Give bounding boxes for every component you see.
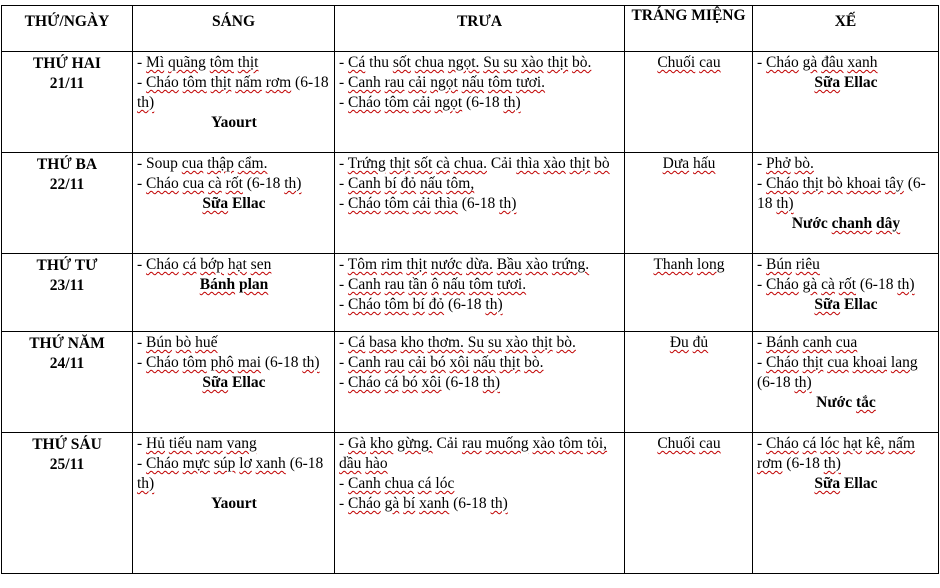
dessert-item: Dưa hấu <box>662 155 716 172</box>
lunch-dish: - Cháo tôm cải ngọt (6-18 th) <box>339 94 521 111</box>
header-day: THỨ/NGÀY <box>2 6 133 52</box>
header-afternoon: XẾ <box>753 6 939 52</box>
morning-dish: - Cháo tôm phô mai (6-18 th) <box>137 354 320 371</box>
afternoon-drink: Nước tắc <box>816 394 876 411</box>
lunch-cell <box>335 52 625 153</box>
afternoon-dish: - Cháo cá lóc hạt kê, nấm rơm (6-18 th) <box>757 435 915 472</box>
day-date: 21/11 <box>49 75 85 92</box>
morning-cell <box>133 332 335 433</box>
lunch-dish: - Cháo tôm bí đỏ (6-18 th) <box>339 296 503 313</box>
morning-dish: - Mì quãng tôm thịt <box>137 54 259 71</box>
day-date: 25/11 <box>49 456 85 473</box>
lunch-dish: - Cháo gà bí xanh (6-18 th) <box>339 495 508 512</box>
header-dessert: TRÁNG MIỆNG <box>625 6 753 52</box>
dessert-cell <box>625 52 753 153</box>
menu-row <box>2 153 939 254</box>
afternoon-dish: - Cháo gà đâu xanh <box>757 54 878 71</box>
dessert-item: Đu đủ <box>669 334 709 351</box>
menu-row <box>2 332 939 433</box>
day-cell <box>2 254 133 332</box>
menu-row <box>2 433 939 574</box>
afternoon-drink: Sữa Ellac <box>814 296 878 313</box>
day-name: THỨ NĂM <box>29 335 105 352</box>
afternoon-cell <box>753 254 939 332</box>
lunch-dish: - Canh bí đỏ nấu tôm, <box>339 175 475 192</box>
lunch-dish: - Tôm rim thịt nước dừa. Bầu xào trứng. <box>339 256 590 273</box>
morning-dish: - Bún bò huế <box>137 334 218 351</box>
lunch-dish: - Canh rau tần ô nấu tôm tươi. <box>339 276 527 293</box>
afternoon-dish: - Cháo gà cà rốt (6-18 th) <box>757 276 915 293</box>
day-date: 24/11 <box>49 355 85 372</box>
morning-cell <box>133 52 335 153</box>
morning-dish: - Cháo mực súp lơ xanh (6-18 th) <box>137 455 324 492</box>
afternoon-cell <box>753 433 939 574</box>
lunch-cell <box>335 332 625 433</box>
morning-drink: Yaourt <box>211 114 257 131</box>
menu-body <box>2 52 939 574</box>
morning-drink: Sữa Ellac <box>202 195 266 212</box>
lunch-dish: - Gà kho gừng. Cải rau muống xào tôm tỏi, dầu hào <box>339 435 608 472</box>
dessert-cell <box>625 153 753 254</box>
morning-cell <box>133 433 335 574</box>
lunch-dish: - Cá basa kho thơm. Su su xào thịt bò. <box>339 334 576 351</box>
day-name: THỨ TƯ <box>36 257 98 274</box>
morning-drink: Yaourt <box>211 495 257 512</box>
day-name: THỨ BA <box>36 156 98 173</box>
day-cell <box>2 332 133 433</box>
morning-drink: Sữa Ellac <box>202 374 266 391</box>
morning-dish: - Soup cua thập cẩm. <box>137 155 268 172</box>
afternoon-cell <box>753 52 939 153</box>
afternoon-drink: Sữa Ellac <box>814 74 878 91</box>
lunch-dish: - Cháo tôm cải thìa (6-18 th) <box>339 195 517 212</box>
morning-dish: - Hủ tiếu nam vang <box>137 435 257 452</box>
morning-dish: - Cháo cá bớp hạt sen <box>137 256 272 273</box>
header-morning: SÁNG <box>133 6 335 52</box>
lunch-dish: - Canh rau cải bó xôi nấu thịt bò. <box>339 354 544 371</box>
lunch-cell <box>335 254 625 332</box>
lunch-cell <box>335 433 625 574</box>
morning-drink: Bánh plan <box>199 276 269 293</box>
afternoon-drink: Sữa Ellac <box>814 475 878 492</box>
afternoon-cell <box>753 153 939 254</box>
afternoon-drink: Nước chanh dây <box>791 215 901 232</box>
lunch-dish: - Cá thu sốt chua ngọt. Su su xào thịt bò. <box>339 54 592 71</box>
weekly-menu-table <box>1 5 939 574</box>
lunch-dish: - Trứng thịt sốt cà chua. Cải thìa xào thịt bò <box>339 155 610 172</box>
afternoon-dish: - Bún riêu <box>757 256 820 273</box>
dessert-item: Chuối cau <box>657 435 721 452</box>
afternoon-cell <box>753 332 939 433</box>
menu-row <box>2 254 939 332</box>
afternoon-dish: - Phở bò. <box>757 155 814 172</box>
day-cell <box>2 153 133 254</box>
day-name: THỨ HAI <box>33 55 101 72</box>
afternoon-dish: - Bánh canh cua <box>757 334 858 351</box>
day-name: THỨ SÁU <box>32 436 102 453</box>
afternoon-dish: - Cháo thịt cua khoai lang (6-18 th) <box>757 354 918 391</box>
day-date: 22/11 <box>49 176 85 193</box>
header-row <box>2 6 939 52</box>
day-cell <box>2 433 133 574</box>
dessert-item: Chuối cau <box>657 54 721 71</box>
lunch-dish: - Canh chua cá lóc <box>339 475 455 492</box>
lunch-dish: - Cháo cá bó xôi (6-18 th) <box>339 374 501 391</box>
dessert-cell <box>625 332 753 433</box>
dessert-cell <box>625 433 753 574</box>
day-cell <box>2 52 133 153</box>
menu-row <box>2 52 939 153</box>
afternoon-dish: - Cháo thịt bò khoai tây (6-18 th) <box>757 175 926 212</box>
morning-dish: - Cháo cua cà rốt (6-18 th) <box>137 175 302 192</box>
dessert-item: Thanh long <box>653 256 725 273</box>
dessert-cell <box>625 254 753 332</box>
morning-dish: - Cháo tôm thịt nấm rơm (6-18 th) <box>137 74 329 111</box>
lunch-dish: - Canh rau cải ngọt nấu tôm tươi. <box>339 74 546 91</box>
header-lunch: TRƯA <box>335 6 625 52</box>
morning-cell <box>133 153 335 254</box>
lunch-cell <box>335 153 625 254</box>
day-date: 23/11 <box>49 277 85 294</box>
morning-cell <box>133 254 335 332</box>
